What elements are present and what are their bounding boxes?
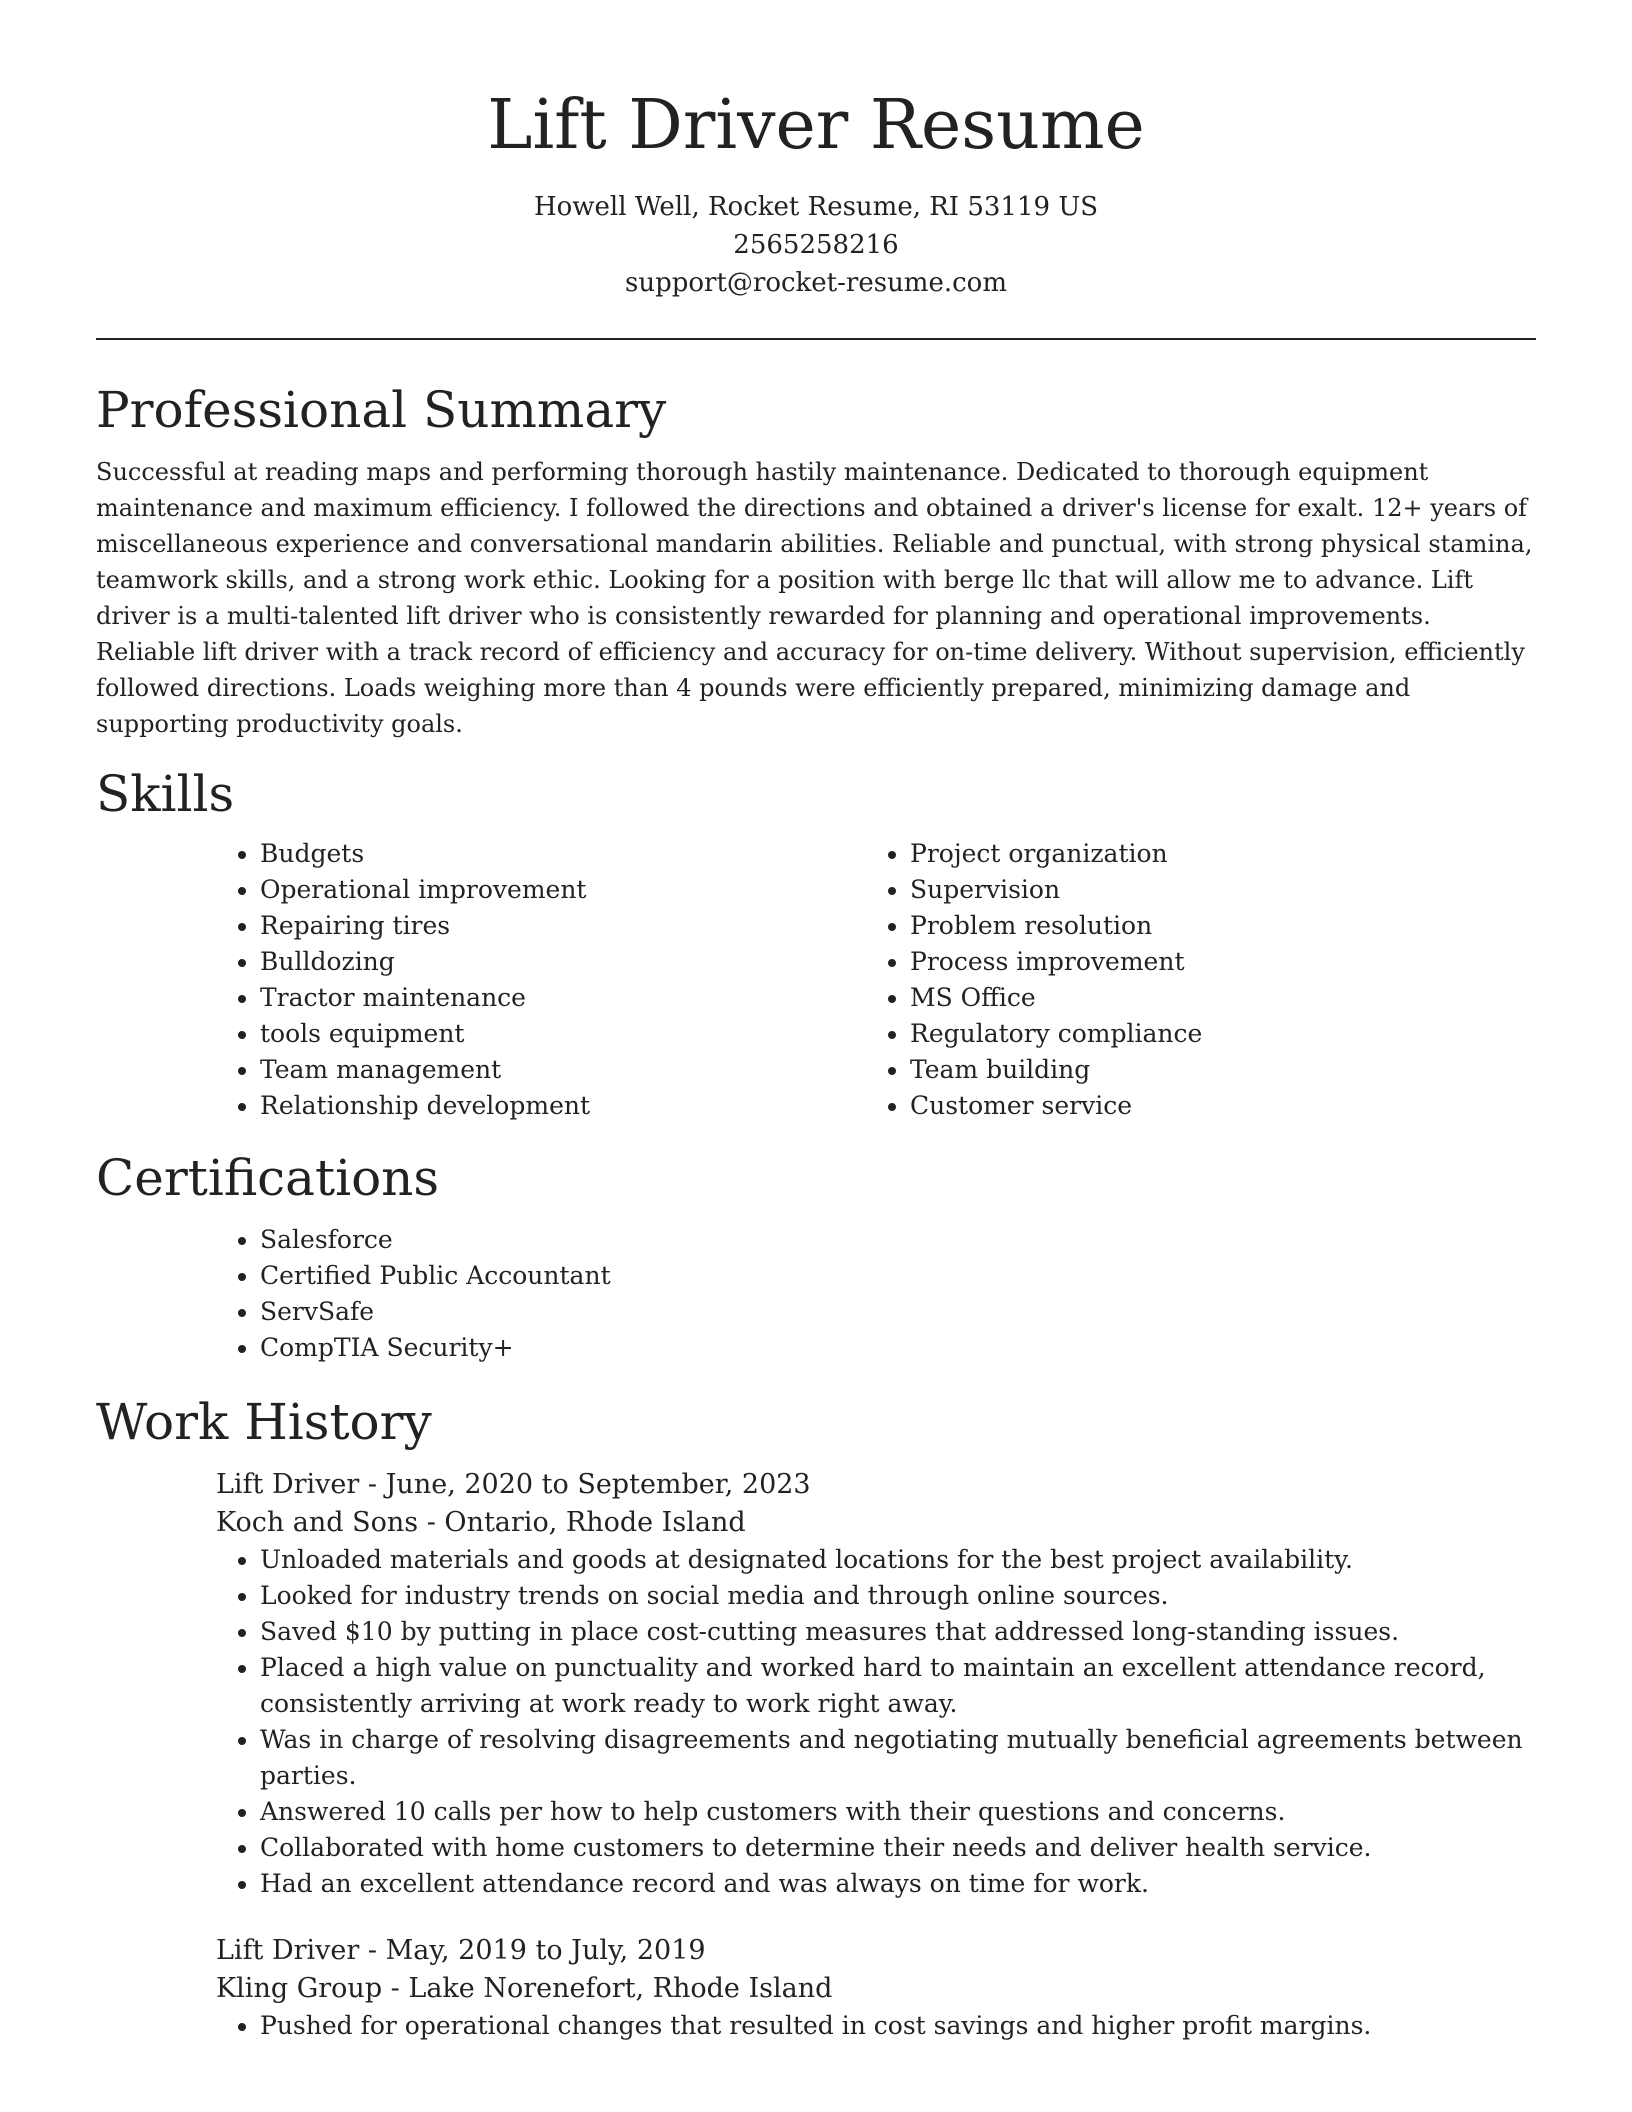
skill-item: • Team management	[260, 1052, 866, 1088]
skills-list-left	[216, 836, 866, 1124]
skills-grid	[216, 836, 1536, 1124]
job-title-line: Lift Driver - June, 2020 to September, 2023	[216, 1469, 811, 1500]
job-bullets	[216, 2008, 1536, 2044]
skill-item: • Customer service	[910, 1088, 1516, 1124]
skill-item: • Budgets	[260, 836, 866, 872]
resume-title: Lift Driver Resume	[487, 86, 1145, 165]
job-bullet: • Collaborated with home customers to determine their needs and deliver health service.	[260, 1830, 1536, 1866]
job-entry	[216, 1932, 1536, 2044]
skills-list-right	[866, 836, 1516, 1124]
job-bullet: • Answered 10 calls per how to help customers with their questions and concerns.	[260, 1794, 1536, 1830]
summary-section	[96, 380, 1536, 742]
job-bullet: • Unloaded materials and goods at designated locations for the best project availability.	[260, 1542, 1536, 1578]
job-entry	[216, 1466, 1536, 1902]
skill-item: • Team building	[910, 1052, 1516, 1088]
job-bullet: • Looked for industry trends on social media and through online sources.	[260, 1578, 1536, 1614]
skill-item: • Bulldozing	[260, 944, 866, 980]
work-history-heading: Work History	[96, 1393, 432, 1451]
job-bullet: • Was in charge of resolving disagreements and negotiating mutually beneficial agreements between parties.	[260, 1722, 1536, 1794]
skill-item: • Project organization	[910, 836, 1516, 872]
header-divider	[96, 338, 1536, 340]
skills-heading: Skills	[96, 765, 235, 823]
skill-item: • Repairing tires	[260, 908, 866, 944]
certifications-list	[216, 1222, 1536, 1366]
skill-item: • Relationship development	[260, 1088, 866, 1124]
job-company-line: Koch and Sons - Ontario, Rhode Island	[216, 1507, 746, 1538]
skill-item: • Regulatory compliance	[910, 1016, 1516, 1052]
contact-block	[96, 188, 1536, 302]
skills-column-left	[216, 836, 866, 1124]
resume-page	[96, 0, 1536, 2044]
summary-text: Successful at reading maps and performing thorough hastily maintenance. Dedicated to thorough equipment maintenance and maximum efficiency. I followed the directions and obtained a driver's license for exalt. 12+ years of miscellaneous experience and conversational mandarin abilities. Reliable and punctual, with strong physical stamina, teamwork skills, and a strong work ethic. Looking for a position with berge llc that will allow me to advance. Lift driver is a multi-talented lift driver who is consistently rewarded for planning and operational improvements. Reliable lift driver with a track record of efficiency and accuracy for on-time delivery. Without supervision, efficiently followed directions. Loads weighing more than 4 pounds were efficiently prepared, minimizing damage and supporting productivity goals.	[96, 458, 1533, 738]
skills-section	[96, 764, 1536, 1124]
skill-item: • MS Office	[910, 980, 1516, 1016]
job-bullet: • Saved $10 by putting in place cost-cutting measures that addressed long-standing issues.	[260, 1614, 1536, 1650]
job-bullets	[216, 1542, 1536, 1902]
skills-column-right	[866, 836, 1516, 1124]
job-title-line: Lift Driver - May, 2019 to July, 2019	[216, 1935, 706, 1966]
certification-item: • CompTIA Security+	[260, 1330, 1536, 1366]
contact-email: support@rocket-resume.com	[624, 268, 1007, 298]
job-bullet: • Placed a high value on punctuality and worked hard to maintain an excellent attendance record, consistently arriving at work ready to work right away.	[260, 1650, 1536, 1722]
contact-address: Howell Well, Rocket Resume, RI 53119 US	[533, 192, 1099, 222]
job-bullet: • Pushed for operational changes that resulted in cost savings and higher profit margins.	[260, 2008, 1536, 2044]
skill-item: • Operational improvement	[260, 872, 866, 908]
skill-item: • Process improvement	[910, 944, 1516, 980]
certifications-section	[96, 1148, 1536, 1366]
skill-item: • tools equipment	[260, 1016, 866, 1052]
skill-item: • Supervision	[910, 872, 1516, 908]
work-history-section	[96, 1392, 1536, 2044]
skill-item: • Tractor maintenance	[260, 980, 866, 1016]
certification-item: • Salesforce	[260, 1222, 1536, 1258]
summary-heading: Professional Summary	[96, 381, 667, 439]
job-company-line: Kling Group - Lake Norenefort, Rhode Island	[216, 1973, 833, 2004]
job-bullet: • Had an excellent attendance record and was always on time for work.	[260, 1866, 1536, 1902]
certification-item: • Certified Public Accountant	[260, 1258, 1536, 1294]
certifications-list-wrap	[216, 1222, 1536, 1366]
certifications-heading: Certifications	[96, 1149, 440, 1207]
contact-phone: 2565258216	[733, 230, 899, 260]
certification-item: • ServSafe	[260, 1294, 1536, 1330]
skill-item: • Problem resolution	[910, 908, 1516, 944]
